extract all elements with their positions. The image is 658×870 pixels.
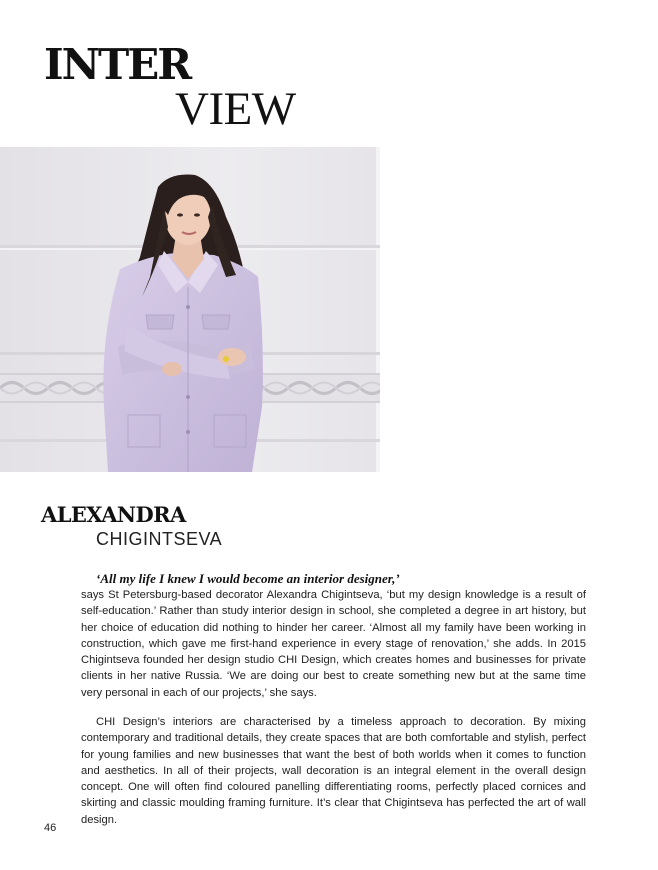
page-number: 46 — [44, 822, 57, 834]
portrait-illustration — [0, 147, 380, 472]
hand — [218, 348, 246, 366]
title-view: VIEW — [175, 83, 296, 135]
designer-last-name: CHIGINTSEVA — [96, 529, 223, 549]
designer-first-name: ALEXANDRA — [41, 502, 186, 527]
article-paragraph-1: says St Petersburg-based decorator Alexandra Chigintseva, ‘but my design knowledge is a result of self-education.’ Rather than study interior design in school, she completed a degree in art history, but her choice of education did nothing to hinder her career. ‘Almost all my family have been working in construction, which gave me first-hand experience in every stage of renovation,’ she adds. In 2015 Chigintseva founded her design studio CHI Design, which creates homes and businesses for private clients in her native Russia. ‘We are doing our best to create something new but at the same time very personal in each of our projects,’ she says. — [81, 589, 586, 699]
article-paragraph-2: CHI Design’s interiors are characterised by a timeless approach to decoration. By mixing contemporary and traditional details, they create spaces that are both comfortable and stylish, perfect for young families and new businesses that want the best of both worlds when it comes to function and aesthetics. In all of their projects, wall decoration is an integral element in the overall design concept. One will often find coloured panelling differentiating rooms, perfectly placed cornices and skirting and classic moulding framing furniture. It’s clear that Chigintseva has perfected the art of wall design. — [81, 716, 586, 826]
ring — [223, 356, 229, 362]
pull-quote: ‘All my life I knew I would become an interior designer,’ — [96, 571, 400, 586]
title-inter: INTER — [44, 40, 191, 89]
portrait-photo — [0, 147, 380, 472]
